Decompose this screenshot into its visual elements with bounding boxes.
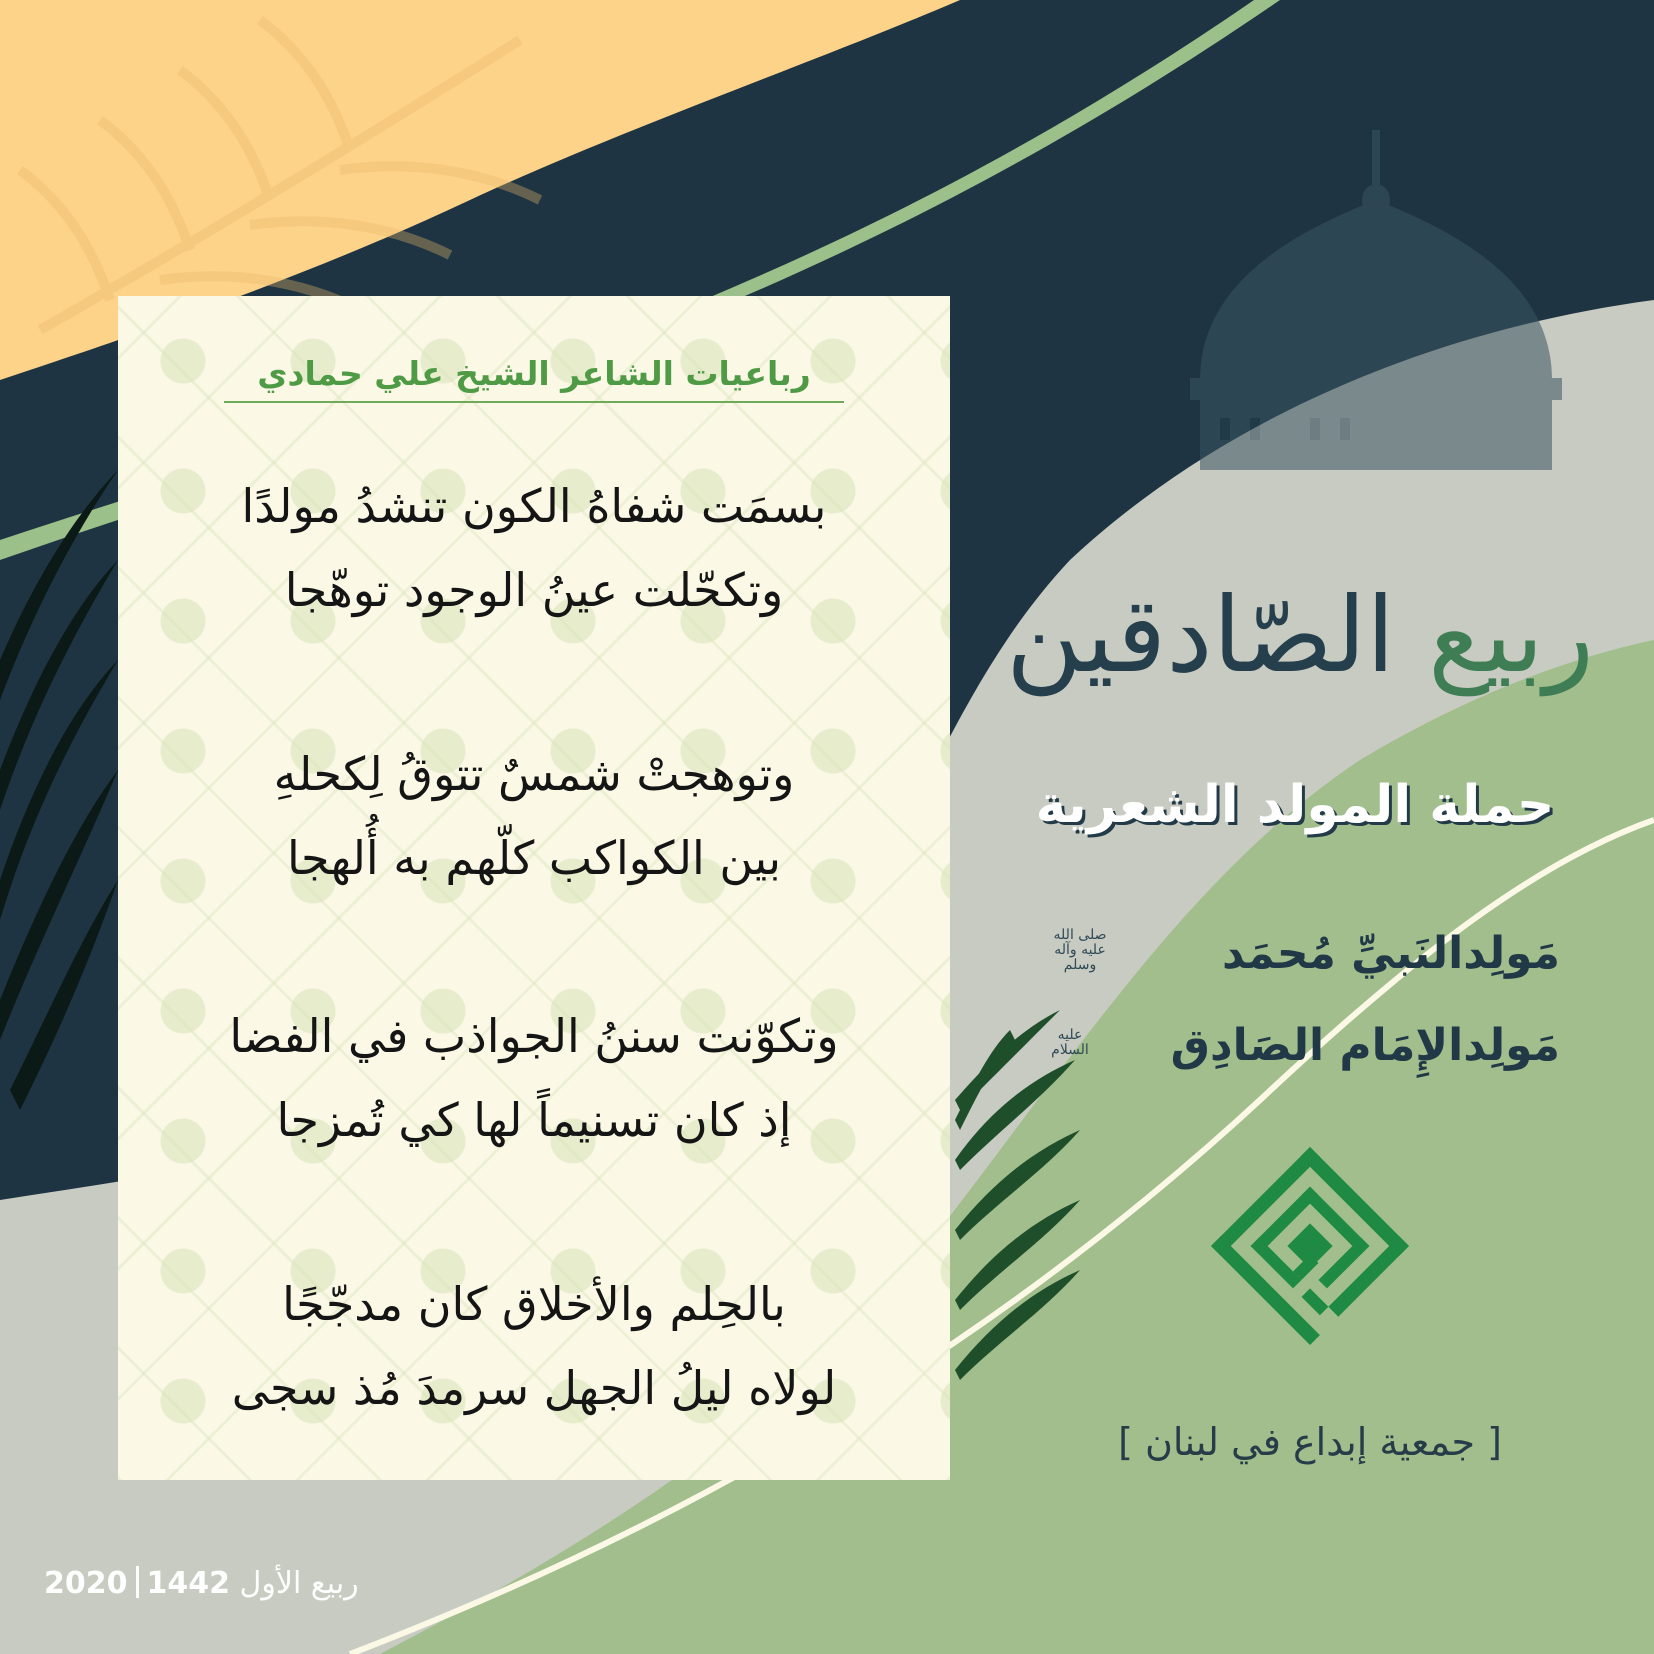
- occasion-prophet: مَولِدالنَبيِّ مُحمَد: [1222, 928, 1560, 979]
- poem-card: [118, 296, 950, 1480]
- poem-stanza: [158, 1262, 910, 1430]
- brand-title: [990, 560, 1610, 710]
- poem-verse: بالحِلم والأخلاق كان مدجّجًا: [282, 1277, 786, 1331]
- poem-verse: وتكوّنت سننُ الجواذب في الفضا: [229, 1009, 839, 1063]
- poem-verse: بسمَت شفاهُ الكون تنشدُ مولدًا: [241, 479, 827, 533]
- brand-title-part2: الصّادقين: [1005, 574, 1396, 696]
- honorific-imam: عليه السلام: [1051, 1027, 1089, 1058]
- hijri-year: 1442: [146, 1566, 230, 1601]
- date-separator: [136, 1566, 139, 1598]
- poem-verse: وتكحّلت عينُ الوجود توهّجا: [284, 563, 784, 617]
- hijri-month: ربيع الأول: [239, 1566, 359, 1601]
- campaign-title: حملة المولد الشعرية: [1035, 775, 1555, 835]
- poem-stanza: [158, 464, 910, 632]
- poem-verse: بين الكواكب كلّهم به أُلهجا: [286, 831, 782, 885]
- brand-title-part1: ربيع: [1428, 574, 1594, 696]
- gregorian-year: 2020: [44, 1566, 128, 1601]
- occasion-imam: مَولِدالإِمَام الصَادِق: [1170, 1020, 1560, 1071]
- association-name: [ جمعية إبداع في لبنان ]: [1118, 1420, 1502, 1464]
- poem-stanza: [158, 732, 910, 900]
- kufic-logo: [1204, 1140, 1416, 1352]
- poem-verse: لولاه ليلُ الجهل سرمدَ مُذ سجى: [231, 1361, 837, 1415]
- poem-verse: إذ كان تسنيماً لها كي تُمزجا: [276, 1093, 792, 1147]
- date-line: [44, 1566, 359, 1601]
- honorific-prophet: صلى الله عليه وآله وسلم: [1053, 927, 1107, 973]
- poem-stanza: [158, 994, 910, 1162]
- poem-title: رباعيات الشاعر الشيخ علي حمادي: [224, 354, 844, 403]
- poem-verse: وتوهجتْ شمسٌ تتوقُ لِكحلهِ: [273, 747, 795, 801]
